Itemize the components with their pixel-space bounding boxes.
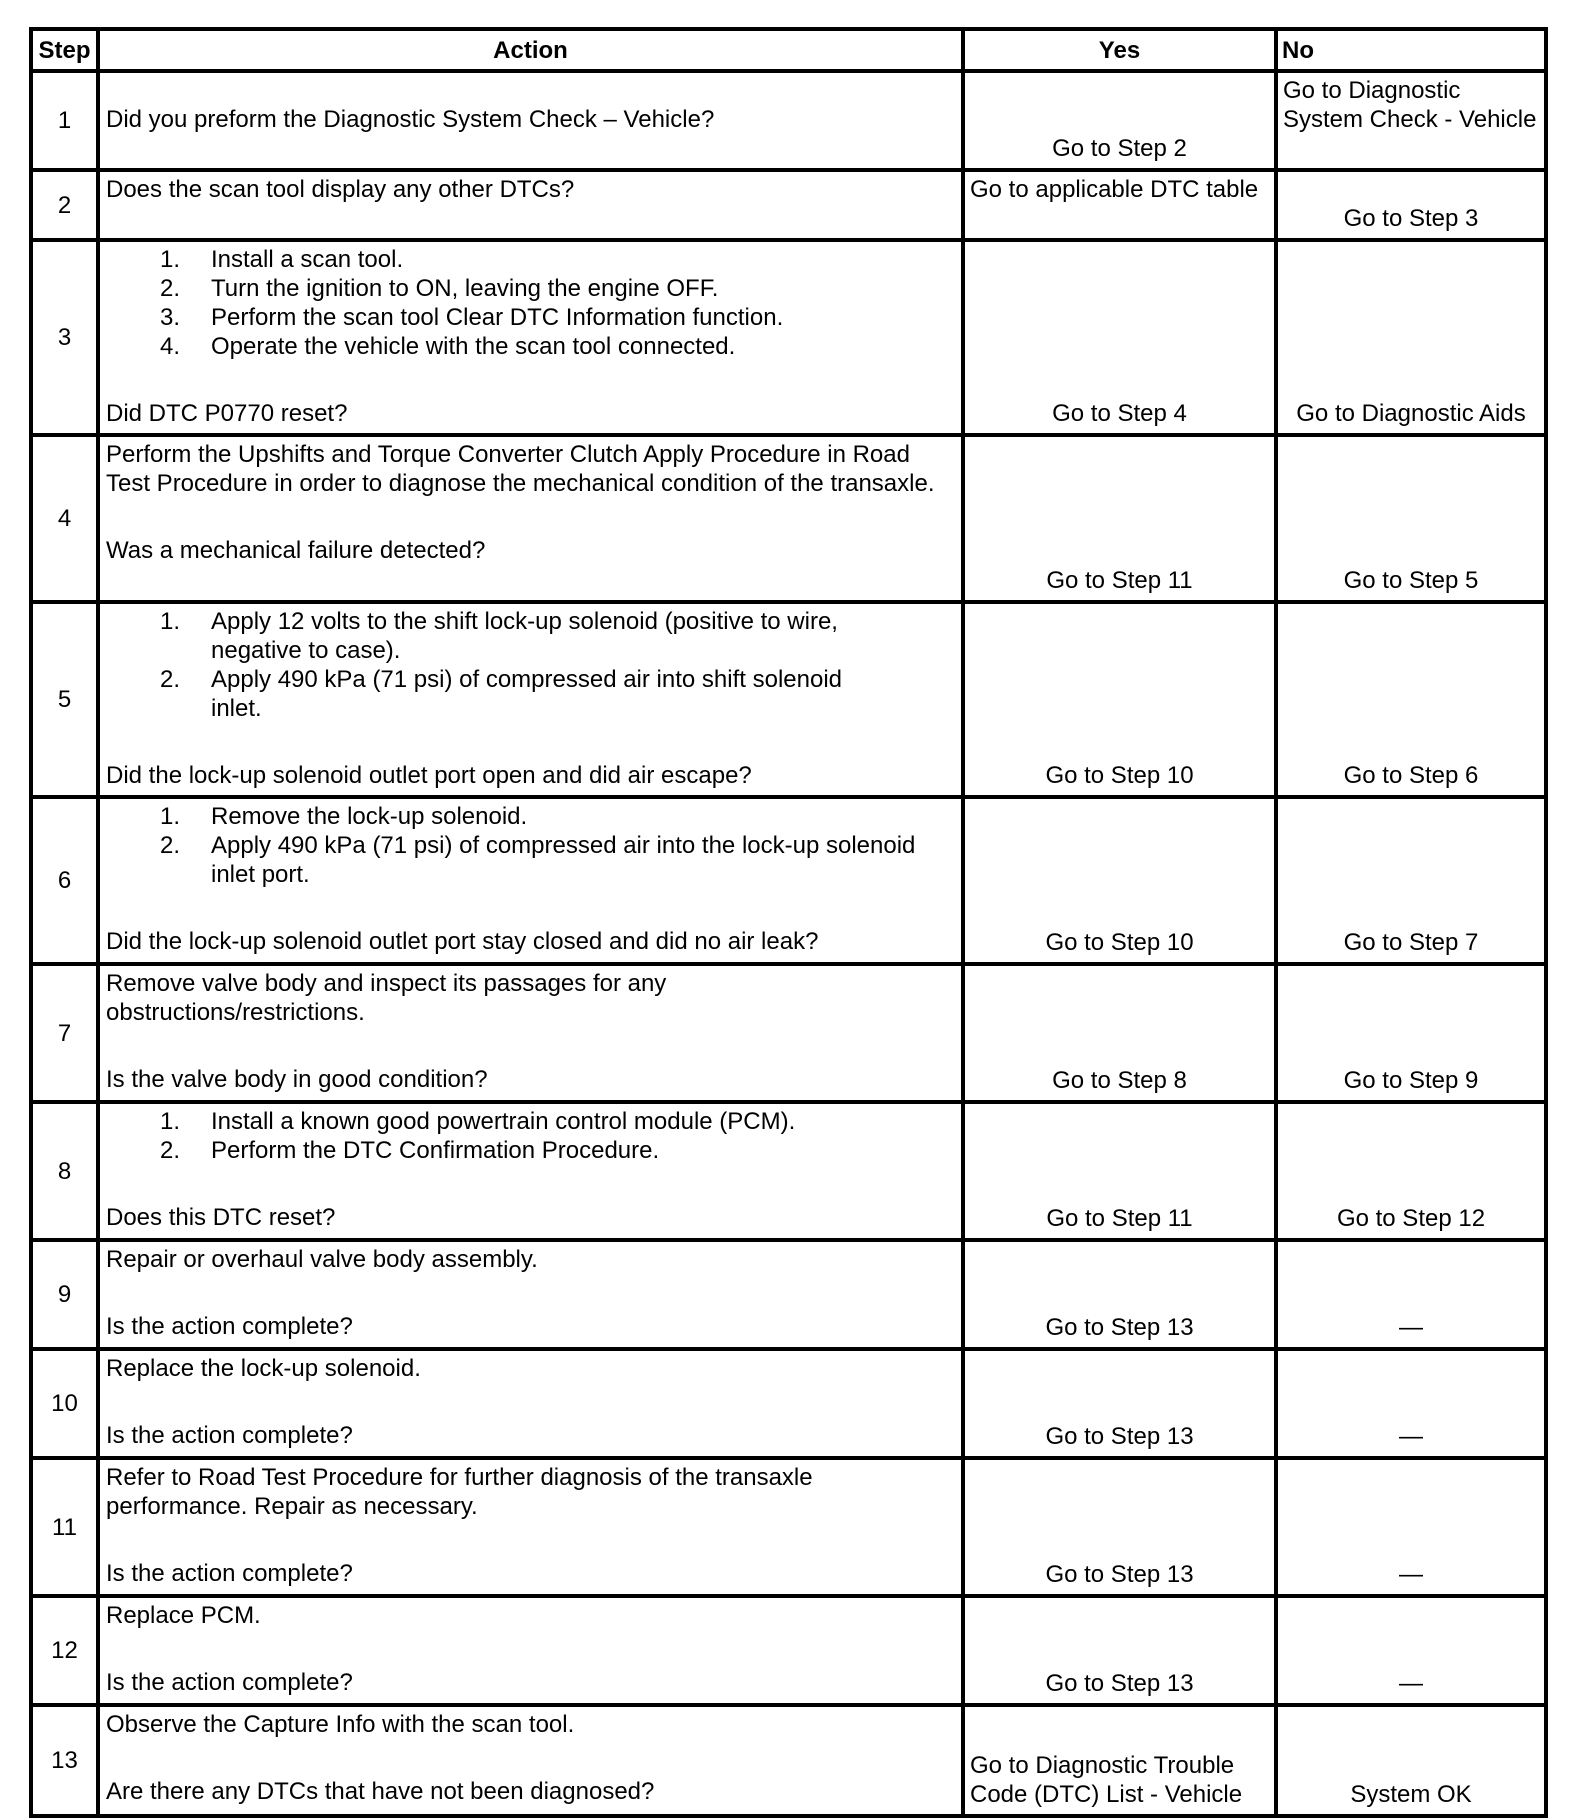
no-cell: Go to Diagnostic Aids — [1276, 240, 1546, 435]
action-cell — [98, 1240, 963, 1349]
list-item-text: Apply 490 kPa (71 psi) of compressed air into shift solenoid inlet. — [211, 666, 842, 722]
action-question: Was a mechanical failure detected? — [106, 537, 486, 564]
yes-cell: Go to Diagnostic Trouble Code (DTC) List - Vehicle — [963, 1705, 1276, 1816]
list-item-text: Install a known good powertrain control module (PCM). — [211, 1108, 796, 1135]
table-row — [31, 797, 1546, 964]
step-number: 2 — [31, 170, 98, 240]
action-text: Replace the lock-up solenoid. — [106, 1355, 421, 1382]
table-row — [31, 240, 1546, 435]
no-cell: — — [1276, 1458, 1546, 1596]
table-row — [31, 964, 1546, 1102]
yes-cell: Go to Step 4 — [963, 240, 1276, 435]
list-number: 1. — [160, 246, 181, 273]
step-number: 8 — [31, 1102, 98, 1240]
action-cell — [98, 1349, 963, 1458]
no-cell: — — [1276, 1349, 1546, 1458]
table-row — [31, 1705, 1546, 1816]
list-item-text: Remove the lock-up solenoid. — [211, 803, 528, 830]
list-number: 2. — [160, 1137, 181, 1164]
yes-cell: Go to Step 13 — [963, 1458, 1276, 1596]
no-cell: Go to Diagnostic System Check - Vehicle — [1276, 71, 1546, 170]
action-question: Did the lock-up solenoid outlet port open and did air escape? — [106, 762, 752, 789]
header-no: No — [1276, 29, 1546, 71]
yes-cell: Go to Step 2 — [963, 71, 1276, 170]
list-item-text: Perform the DTC Confirmation Procedure. — [211, 1137, 660, 1164]
yes-cell: Go to Step 8 — [963, 964, 1276, 1102]
action-text: Did you preform the Diagnostic System Check – Vehicle? — [106, 106, 715, 133]
table-row — [31, 1596, 1546, 1705]
no-cell: System OK — [1276, 1705, 1546, 1816]
action-question: Is the valve body in good condition? — [106, 1066, 488, 1093]
list-item-text: Turn the ignition to ON, leaving the engine OFF. — [211, 275, 719, 302]
action-text: Perform the Upshifts and Torque Converter Clutch Apply Procedure in Road Test Procedure in order to diagnose the mechanical condition of the transaxle. — [106, 441, 935, 497]
list-number: 4. — [160, 333, 181, 360]
list-item-text: Install a scan tool. — [211, 246, 404, 273]
action-question: Are there any DTCs that have not been diagnosed? — [106, 1778, 655, 1805]
no-cell: Go to Step 12 — [1276, 1102, 1546, 1240]
action-text: Remove valve body and inspect its passages for any obstructions/restrictions. — [106, 970, 667, 1026]
yes-cell: Go to Step 13 — [963, 1596, 1276, 1705]
table-row — [31, 1458, 1546, 1596]
action-cell — [98, 602, 963, 797]
step-number: 11 — [31, 1458, 98, 1596]
yes-cell: Go to Step 10 — [963, 602, 1276, 797]
list-number: 3. — [160, 304, 181, 331]
list-item — [160, 665, 875, 723]
list-item — [160, 802, 955, 831]
action-text: Observe the Capture Info with the scan tool. — [106, 1711, 575, 1738]
yes-cell: Go to Step 11 — [963, 435, 1276, 602]
action-list — [106, 607, 955, 723]
no-cell: — — [1276, 1596, 1546, 1705]
step-number: 13 — [31, 1705, 98, 1816]
action-text: Replace PCM. — [106, 1602, 261, 1629]
header-action: Action — [98, 29, 963, 71]
list-item — [160, 303, 955, 332]
table-row — [31, 170, 1546, 240]
table-row — [31, 71, 1546, 170]
list-item-text: Apply 490 kPa (71 psi) of compressed air into the lock-up solenoid inlet port. — [211, 832, 916, 888]
action-cell — [98, 1102, 963, 1240]
list-item-text: Perform the scan tool Clear DTC Information function. — [211, 304, 784, 331]
step-number: 4 — [31, 435, 98, 602]
no-cell: Go to Step 3 — [1276, 170, 1546, 240]
table-row — [31, 602, 1546, 797]
list-item — [160, 332, 955, 361]
action-cell — [98, 435, 963, 602]
yes-cell: Go to Step 13 — [963, 1349, 1276, 1458]
action-cell — [98, 71, 963, 170]
table-row — [31, 1102, 1546, 1240]
action-question: Is the action complete? — [106, 1669, 353, 1696]
list-item — [160, 1107, 955, 1136]
list-item — [160, 607, 875, 665]
action-question: Is the action complete? — [106, 1422, 353, 1449]
list-number: 2. — [160, 832, 181, 859]
action-cell — [98, 797, 963, 964]
list-item-text: Operate the vehicle with the scan tool connected. — [211, 333, 736, 360]
action-cell — [98, 240, 963, 435]
header-yes: Yes — [963, 29, 1276, 71]
action-question: Did the lock-up solenoid outlet port stay closed and did no air leak? — [106, 928, 819, 955]
list-item — [160, 245, 955, 274]
action-text: Refer to Road Test Procedure for further diagnosis of the transaxle performance. Repair as necessary. — [106, 1464, 813, 1520]
list-number: 1. — [160, 608, 181, 635]
step-number: 6 — [31, 797, 98, 964]
action-list — [106, 245, 955, 361]
step-number: 3 — [31, 240, 98, 435]
action-question: Does this DTC reset? — [106, 1204, 336, 1231]
action-cell — [98, 964, 963, 1102]
step-number: 5 — [31, 602, 98, 797]
no-cell: Go to Step 9 — [1276, 964, 1546, 1102]
action-cell — [98, 1596, 963, 1705]
yes-cell: Go to Step 11 — [963, 1102, 1276, 1240]
action-text: Does the scan tool display any other DTCs? — [106, 176, 575, 203]
no-cell: — — [1276, 1240, 1546, 1349]
no-cell: Go to Step 5 — [1276, 435, 1546, 602]
action-question: Is the action complete? — [106, 1313, 353, 1340]
yes-cell: Go to Step 13 — [963, 1240, 1276, 1349]
action-cell — [98, 1705, 963, 1816]
step-number: 10 — [31, 1349, 98, 1458]
list-number: 1. — [160, 1108, 181, 1135]
list-item-text: Apply 12 volts to the shift lock-up solenoid (positive to wire, negative to case). — [211, 608, 838, 664]
no-cell: Go to Step 6 — [1276, 602, 1546, 797]
step-number: 9 — [31, 1240, 98, 1349]
action-question: Did DTC P0770 reset? — [106, 400, 348, 427]
yes-cell: Go to applicable DTC table — [963, 170, 1276, 240]
list-item — [160, 274, 955, 303]
yes-cell: Go to Step 10 — [963, 797, 1276, 964]
diagnostic-table — [29, 27, 1548, 1818]
step-number: 1 — [31, 71, 98, 170]
action-cell — [98, 1458, 963, 1596]
header-step: Step — [31, 29, 98, 71]
table-row — [31, 1240, 1546, 1349]
header-row — [31, 29, 1546, 71]
step-number: 12 — [31, 1596, 98, 1705]
list-number: 1. — [160, 803, 181, 830]
action-list — [106, 1107, 955, 1165]
action-question: Is the action complete? — [106, 1560, 353, 1587]
list-number: 2. — [160, 666, 181, 693]
action-cell — [98, 170, 963, 240]
table-row — [31, 435, 1546, 602]
list-item — [160, 831, 955, 889]
step-number: 7 — [31, 964, 98, 1102]
list-number: 2. — [160, 275, 181, 302]
action-text: Repair or overhaul valve body assembly. — [106, 1246, 538, 1273]
no-cell: Go to Step 7 — [1276, 797, 1546, 964]
list-item — [160, 1136, 955, 1165]
table-row — [31, 1349, 1546, 1458]
action-list — [106, 802, 955, 889]
